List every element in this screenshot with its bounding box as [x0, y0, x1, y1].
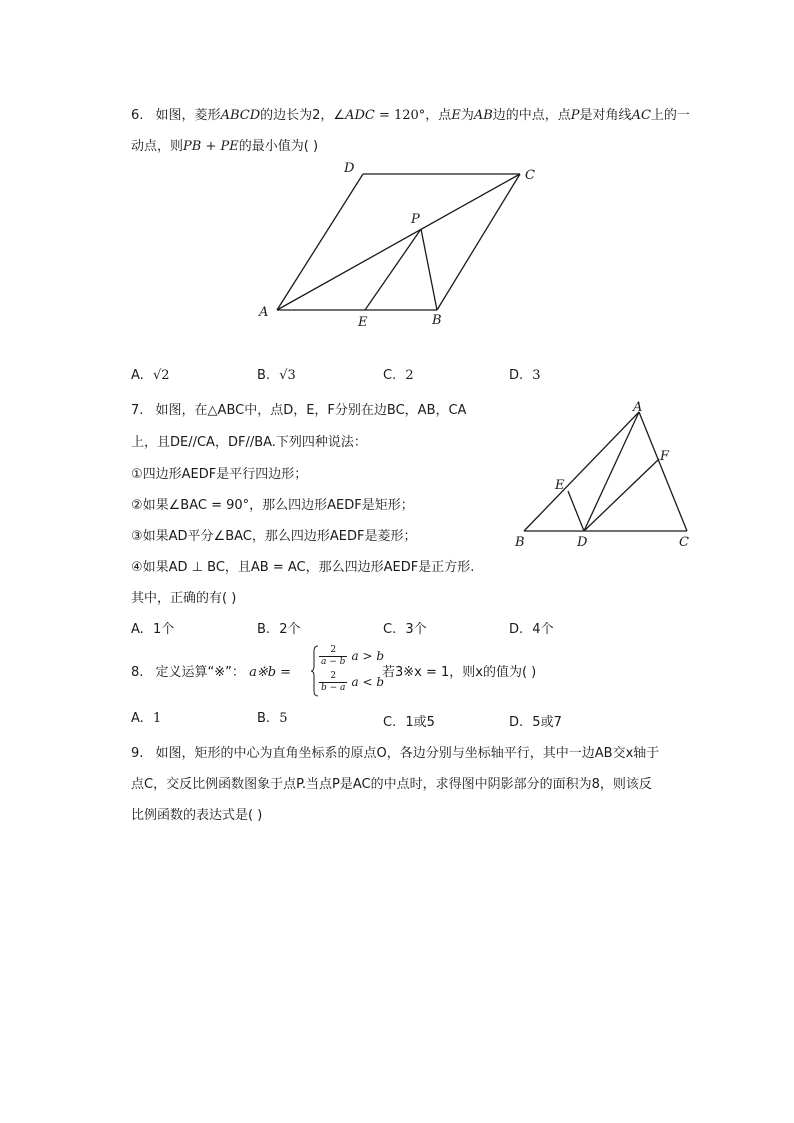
q7-segment-df: [584, 459, 659, 531]
q7-label-b: B: [515, 535, 525, 550]
q6-rhombus-figure: [250, 158, 550, 333]
q8-option-d[interactable]: D. 5或7: [509, 715, 562, 730]
q7-option-c[interactable]: C. 3个: [383, 622, 427, 637]
q6-label-p: P: [411, 212, 420, 227]
q7-number: 7.: [131, 403, 144, 418]
q8-piecewise: [311, 645, 383, 697]
q9-number: 9.: [131, 746, 144, 761]
q7-label-d: D: [577, 535, 588, 550]
q7-triangle-figure: [510, 398, 700, 553]
q6-line-1: 6. 如图，菱形ABCD的边长为2，∠ADC = 120°，点E为AB边的中点，点P是对角线AC上的一: [131, 108, 690, 123]
q7-option-a[interactable]: A. 1个: [131, 622, 175, 637]
q8-option-a[interactable]: A. 1: [131, 711, 162, 726]
q8-option-c[interactable]: C. 1或5: [383, 715, 435, 730]
q7-label-e: E: [555, 478, 565, 493]
q6-line-2: 动点，则PB + PE的最小值为( ): [131, 139, 319, 154]
q8-suffix: 若3※x = 1，则x的值为( ): [382, 665, 537, 680]
q8-brace: [311, 645, 319, 697]
q7-label-a: A: [633, 400, 643, 415]
q8-number: 8.: [131, 665, 144, 680]
q8-case-2: $\frac{2}{b - a}$ a < b: [321, 671, 385, 693]
q6-option-b[interactable]: B. √3: [257, 368, 296, 383]
q7-option-b[interactable]: B. 2个: [257, 622, 301, 637]
q6-side-cb: [437, 174, 520, 310]
q9-line-2: 点C，交反比例函数图象于点P.当点P是AC的中点时，求得图中阴影部分的面积为8，则该反: [131, 777, 652, 792]
q6-segment-pe: [365, 229, 421, 310]
q7-statement-1: ①四边形AEDF是平行四边形；: [131, 467, 308, 482]
q7-conclusion: 其中，正确的有( ): [131, 591, 237, 606]
q8-option-b[interactable]: B. 5: [257, 711, 288, 726]
q6-label-e: E: [358, 315, 368, 330]
q6-segment-pb: [421, 229, 437, 310]
q6-label-a: A: [259, 305, 269, 320]
q7-side-ba: [524, 412, 639, 531]
q7-statement-2: ②如果∠BAC = 90°，那么四边形AEDF是矩形；: [131, 498, 414, 513]
q9-line-3: 比例函数的表达式是( ): [131, 808, 263, 823]
q6-option-c[interactable]: C. 2: [383, 368, 414, 383]
q7-line-2: 上，且DE//CA，DF//BA.下列四种说法：: [131, 435, 367, 450]
q7-option-d[interactable]: D. 4个: [509, 622, 554, 637]
q6-option-d[interactable]: D. 3: [509, 368, 541, 383]
q7-statement-4: ④如果AD ⊥ BC，且AB = AC，那么四边形AEDF是正方形.: [131, 560, 475, 575]
q6-label-b: B: [432, 313, 442, 328]
q7-label-f: F: [660, 449, 670, 464]
q8-case-1: $\frac{2}{a - b}$ a > b: [321, 645, 385, 667]
q8-expression: a※b =: [249, 665, 292, 680]
q7-statement-3: ③如果AD平分∠BAC，那么四边形AEDF是菱形；: [131, 529, 417, 544]
q6-side-ad: [277, 174, 363, 310]
q8-line: 8. 定义运算“※”： a※b =: [131, 665, 292, 680]
q7-label-c: C: [679, 535, 689, 550]
q6-label-c: C: [525, 168, 535, 183]
q6-number: 6.: [131, 108, 144, 123]
q6-diagonal-ac: [277, 174, 520, 310]
q7-segment-ad: [584, 412, 639, 531]
q7-segment-de: [568, 491, 584, 531]
q9-line-1: 9. 如图，矩形的中心为直角坐标系的原点O，各边分别与坐标轴平行，其中一边AB交x轴于: [131, 746, 660, 761]
q6-label-d: D: [344, 161, 355, 176]
q6-option-a[interactable]: A. √2: [131, 368, 170, 383]
q7-line-1: 7. 如图，在△ABC中，点D，E，F分别在边BC，AB，CA: [131, 403, 467, 418]
